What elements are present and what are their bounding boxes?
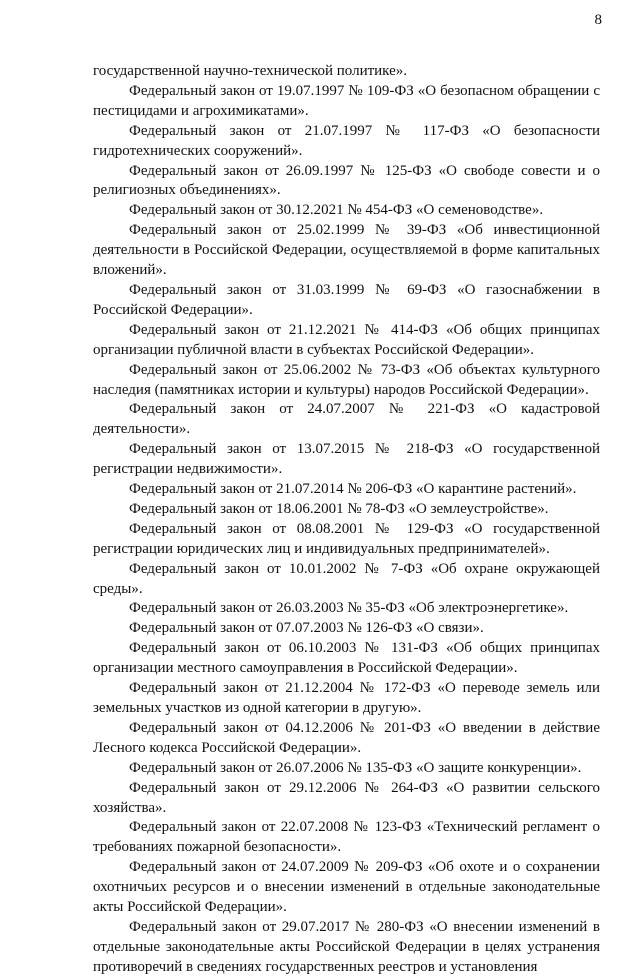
law-item: Федеральный закон от 21.12.2021 № 414-ФЗ «Об общих принципах организации публичной власти в субъектах Российской Федерации». [93, 321, 600, 358]
law-item: Федеральный закон от 30.12.2021 № 454-ФЗ «О семеноводстве». [129, 202, 544, 219]
law-item: Федеральный закон от 21.07.1997 № 117-ФЗ «О безопасности гидротехнических сооружений». [93, 122, 600, 159]
law-item: Федеральный закон от 26.07.2006 № 135-ФЗ «О защите конкуренции». [129, 759, 582, 776]
page-number: 8 [594, 12, 602, 28]
law-item: Федеральный закон от 26.09.1997 № 125-ФЗ «О свободе совести и о религиозных объединениях». [93, 162, 600, 199]
law-item: Федеральный закон от 19.07.1997 № 109-ФЗ «О безопасном обращении с пестицидами и агрохимикатами». [93, 82, 600, 119]
law-item: Федеральный закон от 06.10.2003 № 131-ФЗ «Об общих принципах организации местного самоуправления в Российской Федерации». [93, 640, 600, 677]
law-item: Федеральный закон от 25.06.2002 № 73-ФЗ «Об объектах культурного наследия (памятниках истории и культуры) народов Российской Федерации». [93, 361, 600, 398]
law-item: Федеральный закон от 18.06.2001 № 78-ФЗ «О землеустройстве». [129, 500, 549, 517]
law-item: Федеральный закон от 29.12.2006 № 264-ФЗ «О развитии сельского хозяйства». [93, 779, 600, 816]
law-item: Федеральный закон от 21.07.2014 № 206-ФЗ «О карантине растений». [129, 481, 577, 498]
law-item: Федеральный закон от 25.02.1999 № 39-ФЗ «Об инвестиционной деятельности в Российской Федерации, осуществляемой в форме капитальных вложений». [93, 222, 600, 279]
law-item: Федеральный закон от 21.12.2004 № 172-ФЗ «О переводе земель или земельных участков из одной категории в другую». [93, 680, 600, 716]
continuation-paragraph: государственной научно-технической политике». [93, 63, 407, 79]
law-item: Федеральный закон от 24.07.2007 № 221-ФЗ «О кадастровой деятельности». [93, 401, 600, 438]
law-item: Федеральный закон от 31.03.1999 № 69-ФЗ «О газоснабжении в Российской Федерации». [93, 281, 600, 318]
law-item: Федеральный закон от 07.07.2003 № 126-ФЗ «О связи». [129, 620, 484, 637]
law-item: Федеральный закон от 26.03.2003 № 35-ФЗ «Об электроэнергетике». [129, 600, 569, 617]
law-item: Федеральный закон от 22.07.2008 № 123-ФЗ «Технический регламент о требованиях пожарной безопасности». [93, 819, 600, 856]
law-item: Федеральный закон от 10.01.2002 № 7-ФЗ «Об охране окружающей среды». [93, 560, 600, 597]
law-item: Федеральный закон от 29.07.2017 № 280-ФЗ «О внесении изменений в отдельные законодательные акты Российской Федерации в целях устранения противоречий в сведениях государственных реестров и установления [93, 918, 600, 975]
document-body [93, 62, 600, 978]
law-item: Федеральный закон от 08.08.2001 № 129-ФЗ «О государственной регистрации юридических лиц и индивидуальных предпринимателей». [93, 520, 600, 557]
law-item: Федеральный закон от 24.07.2009 № 209-ФЗ «Об охоте и о сохранении охотничьих ресурсов и о внесении изменений в отдельные законодательные акты Российской Федерации». [93, 859, 600, 916]
law-item: Федеральный закон от 04.12.2006 № 201-ФЗ «О введении в действие Лесного кодекса Российской Федерации». [93, 719, 600, 756]
law-item: Федеральный закон от 13.07.2015 № 218-ФЗ «О государственной регистрации недвижимости». [93, 441, 600, 478]
